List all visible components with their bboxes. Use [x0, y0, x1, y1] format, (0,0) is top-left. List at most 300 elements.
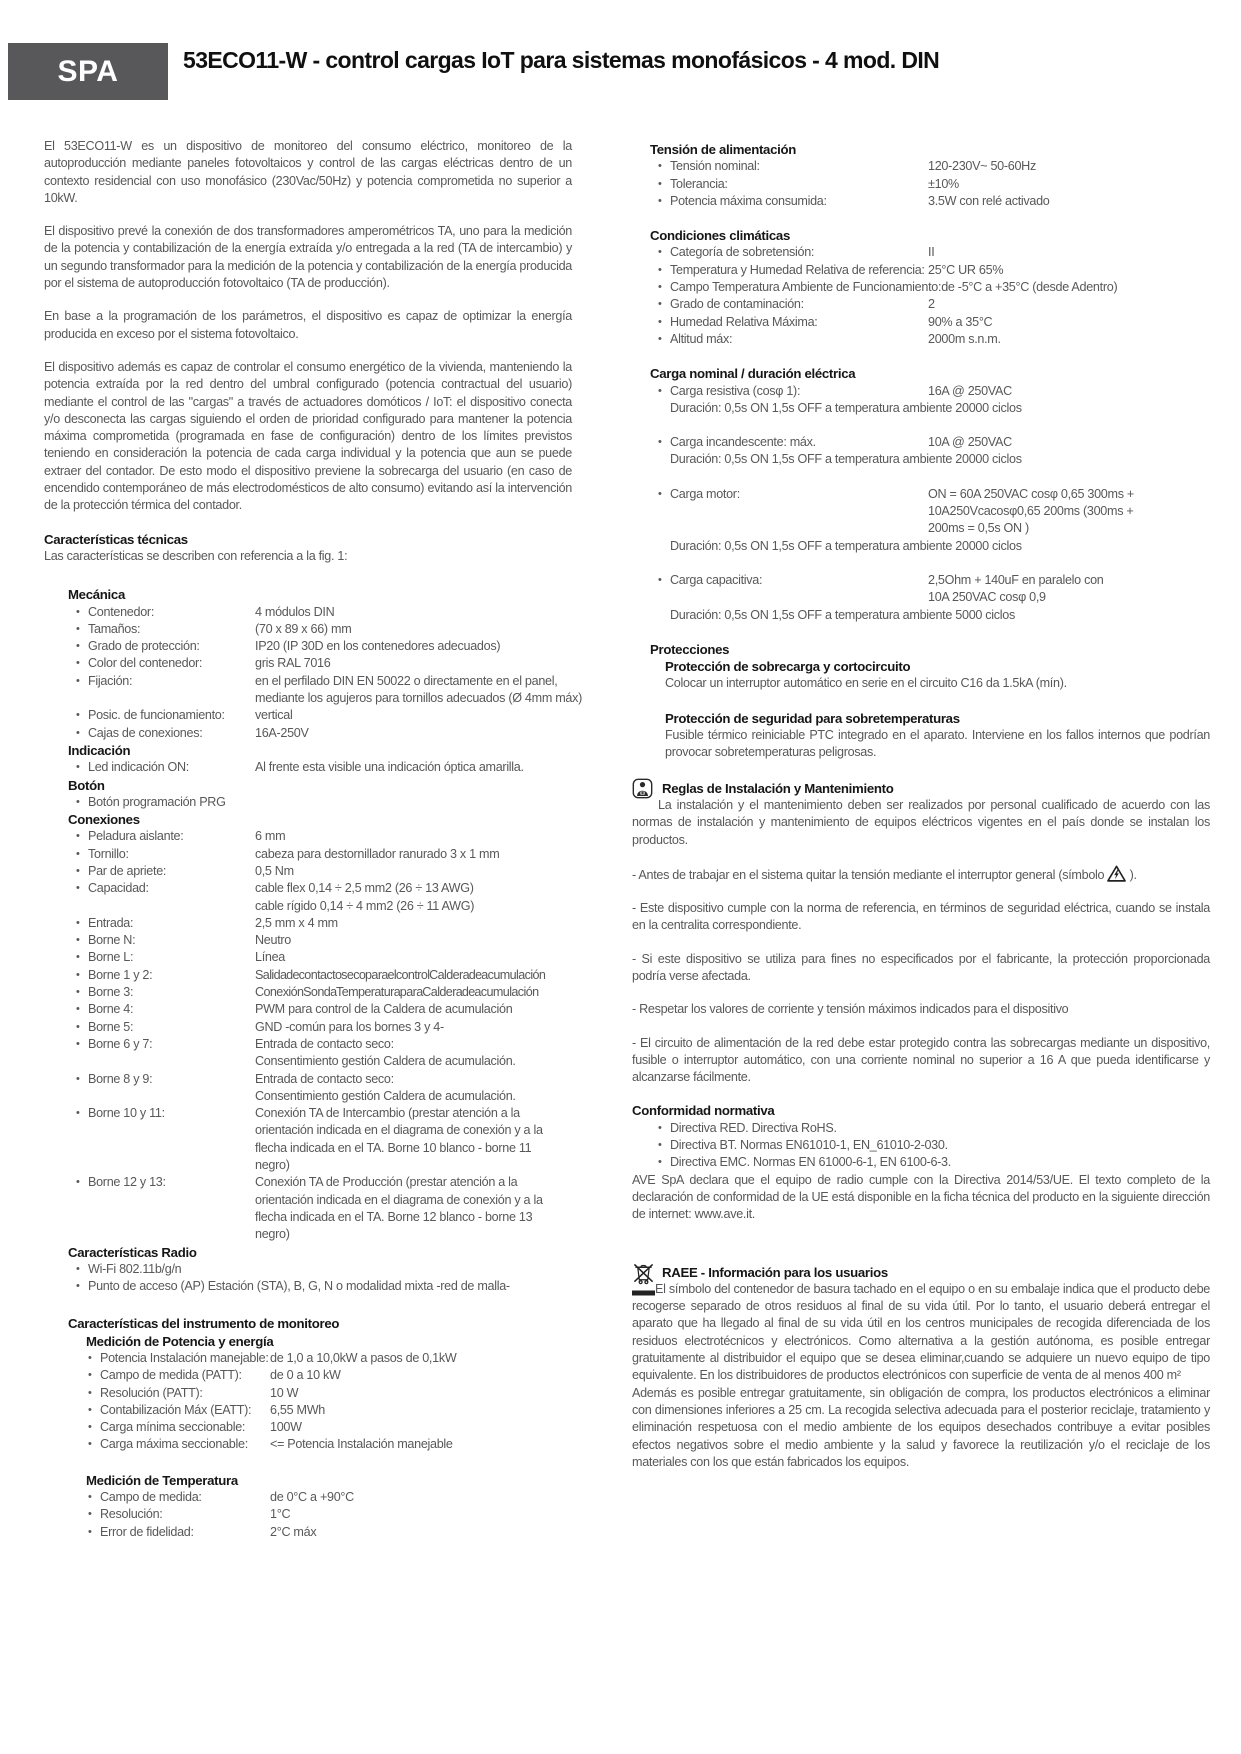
spacer — [44, 565, 572, 586]
spec-value — [255, 846, 572, 863]
bullet-icon: • — [76, 1072, 80, 1085]
spec-label: Peladura aislante: — [88, 829, 184, 844]
paragraph — [665, 675, 1210, 692]
spec-row — [76, 1105, 572, 1174]
spec-value — [255, 967, 572, 984]
spec-row — [76, 863, 572, 880]
text-run: Colocar un interruptor automático en serie en el circuito C16 da 1.5kA (mín). — [665, 676, 1067, 691]
spec-value — [270, 1436, 572, 1453]
spec-value-line: <= Potencia Instalación manejable — [270, 1437, 453, 1452]
spec-label: Contenedor: — [88, 604, 155, 619]
bullet-icon: • — [88, 1491, 92, 1504]
subsection-heading: Medición de Temperatura — [86, 1472, 238, 1488]
spec-value — [270, 1506, 572, 1523]
paragraph — [665, 727, 1210, 762]
spec-label: Par de apriete: — [88, 863, 167, 878]
spec-label: Carga motor: — [670, 486, 740, 501]
paragraph — [44, 138, 572, 207]
spec-row — [88, 1385, 572, 1402]
spec-value-line: 0,5 Nm — [255, 863, 294, 878]
spec-value-line: 2°C máx — [270, 1524, 317, 1539]
spec-value-line: Conexión TA de Producción (prestar atención a la — [255, 1175, 518, 1190]
spec-value — [255, 1105, 572, 1174]
spec-value — [928, 331, 1210, 348]
spec-value — [255, 1019, 572, 1036]
spec-value-line: flecha indicada en el TA. Borne 10 blanco - borne 11 — [255, 1140, 532, 1155]
spec-value — [255, 759, 572, 776]
spec-row — [88, 1489, 572, 1506]
spec-value-line: de 0 a 10 kW — [270, 1368, 341, 1383]
spec-value-line: cable flex 0,14 ÷ 2,5 mm2 (26 ÷ 13 AWG) — [255, 881, 474, 896]
spec-list — [44, 604, 582, 742]
text-run: En base a la programación de los parámetros, el dispositivo es capaz de optimizar la energía producida en exceso por el sistema fotovoltaico. — [44, 309, 572, 341]
language-tag: SPA — [8, 43, 168, 100]
spec-value-line: Al frente esta visible una indicación óptica amarilla. — [255, 760, 524, 775]
spec-value-line: flecha indicada en el TA. Borne 12 blanco - borne 13 — [255, 1209, 533, 1224]
spec-list — [44, 1350, 572, 1454]
icon-section-heading — [632, 1264, 1210, 1281]
spec-row — [76, 1019, 572, 1036]
bullet-icon: • — [658, 1139, 662, 1152]
spec-row — [76, 1174, 572, 1243]
paragraph — [632, 865, 1210, 884]
bullet-icon: • — [88, 1438, 92, 1451]
bullet-icon: • — [76, 1262, 80, 1275]
spec-value-line: 2,5Ohm + 140uF en paralelo con — [928, 572, 1104, 587]
spec-value-line: 6 mm — [255, 829, 286, 844]
section-heading: Carga nominal / duración eléctrica — [650, 366, 856, 382]
spacer — [632, 210, 1210, 227]
spec-row — [76, 828, 572, 845]
bullet-icon: • — [658, 332, 662, 345]
bullet-icon: • — [658, 246, 662, 259]
spec-label: Resolución (PATT): — [100, 1385, 203, 1400]
text-run: Directiva EMC. Normas EN 61000-6-1, EN 6100-6-3. — [670, 1155, 951, 1170]
spec-list — [632, 244, 1210, 348]
spec-label: Grado de protección: — [88, 639, 200, 654]
bullet-icon: • — [76, 795, 80, 808]
spec-value-line: cable rígido 0,14 ÷ 4 mm2 (26 ÷ 11 AWG) — [255, 898, 475, 913]
subsection-heading: Protección de seguridad para sobretemperaturas — [665, 710, 960, 726]
spec-value — [255, 621, 572, 638]
spec-label: Tornillo: — [88, 846, 129, 861]
spec-row — [658, 193, 1210, 210]
spec-label: Error de fidelidad: — [100, 1524, 194, 1539]
spec-label: Borne L: — [88, 950, 134, 965]
warning-triangle-icon — [1107, 868, 1126, 882]
spacer — [44, 1295, 572, 1315]
spec-label: Borne 1 y 2: — [88, 967, 153, 982]
bullet-list — [632, 1120, 1210, 1172]
spacer — [632, 624, 1210, 641]
spec-label: Grado de contaminación: — [670, 297, 804, 312]
spec-row — [658, 572, 1210, 607]
spec-list — [44, 794, 572, 811]
spec-list — [44, 828, 572, 1243]
spec-row — [658, 244, 1210, 261]
section-heading: Características técnicas — [44, 531, 188, 547]
spec-row — [76, 984, 572, 1001]
text-run: El dispositivo además es capaz de controlar el consumo energético de la vivienda, manteniendo la potencia extraída por la red dentro del umbral configurado (potencia contractual del usuario) mediante el control de las "cargas" a través de actuadores domóticos / IoT: el dispositivo conecta y/o desconecta las cargas siguiendo el orden de prioridad configurado para mantener la potencia máxima comprometida (programada en fase de configuración) dentro de los límites previstos teniendo en consideración la potencia de cada carga individual y la potencia que aun se puede extraer del contador. De esto modo el dispositivo previene la sobrecarga del usuario (en caso de encendido contemporáneo de más electrodomésticos de alto consumo) evitando así la intervención de la protección térmica del contador. — [44, 359, 572, 513]
spec-value-line: 90% a 35°C — [928, 314, 993, 329]
spec-value-line: Neutro — [255, 933, 291, 948]
spacer — [658, 417, 1210, 434]
spec-value — [928, 486, 1210, 538]
spec-value-line: Entrada de contacto seco: — [255, 1036, 394, 1051]
spec-row — [76, 725, 572, 742]
spec-value-line: 3.5W con relé activado — [928, 193, 1050, 208]
spec-label: Capacidad: — [88, 881, 149, 896]
paragraph — [44, 223, 572, 292]
spec-value — [255, 1071, 572, 1106]
spec-row — [658, 279, 1210, 296]
spec-value-line: de -5°C a +35°C (desde Adentro) — [941, 280, 1118, 295]
section-heading: Tensión de alimentación — [650, 142, 797, 157]
spec-value — [255, 915, 572, 932]
spec-value-line: 100W — [270, 1420, 302, 1435]
spec-label: Potencia Instalación manejable: — [100, 1351, 269, 1365]
spec-label: Carga mínima seccionable: — [100, 1420, 246, 1435]
spec-value-line: Conexión Sonda Temperatura para Caldera de acumulación — [255, 985, 539, 1000]
spec-label: Temperatura y Humedad Relativa de referencia: — [670, 262, 925, 277]
text-run: El dispositivo prevé la conexión de dos transformadores amperométricos TA, uno para la medición de la potencia y contabilización de la energía extraída y/o entregada a la red (TA de intercambio) y un segundo transformador para la medición de la potencia y contabilización de la energía producida por el sistema de autoproducción fotovoltaico (TA de producción). — [44, 224, 572, 291]
bullet-icon: • — [88, 1386, 92, 1399]
spec-row — [76, 707, 572, 724]
spec-label: Categoría de sobretensión: — [670, 245, 815, 260]
bullet-icon: • — [76, 847, 80, 860]
left-column — [44, 138, 582, 1541]
spec-row — [76, 915, 572, 932]
spec-value-line: 4 módulos DIN — [255, 604, 335, 619]
spec-value — [255, 949, 572, 966]
spec-value-line: 2000m s.n.m. — [928, 331, 1001, 346]
text-run: Además es posible entregar gratuitamente, sin obligación de compra, los productos electrónicos a eliminar con dimensiones inferiores a 25 cm. La recogida selectiva adecuada para el posterior reciclaje, tratamiento y eliminación respetuosa con el medio ambiente de los equipos desechados contribuye a evitar posibles efectos negativos sobre el medio ambiente y la salud y favorece la reutilización y/o el reciclaje de los materiales con los que están fabricados los equipos. — [632, 1385, 1210, 1469]
spacer — [44, 1454, 572, 1472]
paragraph — [632, 1035, 1210, 1087]
paragraph — [44, 359, 572, 515]
spec-value-line: Consentimiento gestión Caldera de acumulación. — [255, 1088, 516, 1103]
spacer — [632, 1224, 1210, 1264]
spec-note: Duración: 0,5s ON 1,5s OFF a temperatura ambiente 5000 ciclos — [670, 607, 1015, 622]
spec-value-line: en el perfilado DIN EN 50022 o directamente en el panel, — [255, 673, 558, 688]
bullet-icon: • — [76, 968, 80, 981]
text-run: Punto de acceso (AP) Estación (STA), B, G, N o modalidad mixta -red de malla- — [88, 1279, 510, 1294]
bullet-icon: • — [76, 882, 80, 895]
spec-label: Campo de medida (PATT): — [100, 1368, 242, 1383]
text-run: RAEE - Información para los usuarios — [662, 1264, 888, 1280]
spacer — [632, 348, 1210, 365]
paragraph — [44, 548, 572, 565]
spec-row — [76, 655, 572, 672]
bullet-icon: • — [76, 640, 80, 653]
page-title: 53ECO11-W - control cargas IoT para sistemas monofásicos - 4 mod. DIN — [183, 47, 940, 73]
spec-value-line: Línea — [255, 950, 286, 965]
spec-label: Borne 3: — [88, 985, 134, 1000]
text-run: Reglas de Instalación y Mantenimiento — [662, 780, 894, 796]
text-run: Wi-Fi 802.11b/g/n — [88, 1261, 182, 1276]
spec-row — [658, 486, 1210, 538]
spec-value — [941, 279, 1210, 296]
bullet-icon: • — [76, 726, 80, 739]
section-heading: Conformidad normativa — [632, 1103, 775, 1119]
spec-value — [928, 193, 1210, 210]
spec-row — [658, 158, 1210, 175]
weee-bin-icon — [632, 1262, 655, 1290]
spec-label: Contabilización Máx (EATT): — [100, 1402, 252, 1417]
bullet-icon: • — [76, 1037, 80, 1050]
spec-value-line: GND -común para los bornes 3 y 4- — [255, 1019, 444, 1034]
spec-value-line: Conexión TA de Intercambio (prestar atención a la — [255, 1106, 520, 1121]
spec-note: Duración: 0,5s ON 1,5s OFF a temperatura ambiente 20000 ciclos — [670, 452, 1022, 467]
spec-row — [658, 176, 1210, 193]
subsection-heading: Medición de Potencia y energía — [86, 1333, 274, 1349]
spec-value — [270, 1419, 572, 1436]
spec-note: Duración: 0,5s ON 1,5s OFF a temperatura ambiente 20000 ciclos — [670, 538, 1022, 553]
bullet-icon: • — [88, 1421, 92, 1434]
spec-value-line: negro) — [255, 1227, 290, 1242]
bullet-icon: • — [658, 263, 662, 276]
spacer — [632, 762, 1210, 780]
spec-value-line: negro) — [255, 1158, 290, 1173]
spec-value — [255, 863, 572, 880]
spec-label: Color del contenedor: — [88, 656, 203, 671]
spec-label: Altitud máx: — [670, 331, 733, 346]
spec-value-line: cabeza para destornillador ranurado 3 x 1 mm — [255, 846, 500, 861]
spec-row — [88, 1367, 572, 1384]
spec-value — [928, 296, 1210, 313]
spec-value-line: 120-230V~ 50-60Hz — [928, 159, 1036, 174]
bullet-icon: • — [658, 315, 662, 328]
spec-value-line: 200ms = 0,5s ON ) — [928, 521, 1029, 536]
spec-value-line: IP20 (IP 30D en los contenedores adecuados) — [255, 639, 501, 654]
spec-value — [255, 673, 582, 708]
spec-value-line: PWM para control de la Caldera de acumulación — [255, 1002, 513, 1017]
text-run: Directiva RED. Directiva RoHS. — [670, 1120, 837, 1135]
list-item — [658, 1154, 1210, 1171]
paragraph — [632, 951, 1210, 986]
spec-label: Borne 4: — [88, 1002, 134, 1017]
spec-row — [76, 949, 572, 966]
paragraph — [44, 308, 572, 343]
section-heading: Protecciones — [650, 641, 730, 657]
list-item — [658, 1137, 1210, 1154]
spec-value — [255, 638, 572, 655]
text-run: Las características se describen con referencia a la fig. 1: — [44, 548, 348, 563]
spec-label: Campo Temperatura Ambiente de Funcionamiento: — [670, 280, 942, 295]
spec-label: Tolerancia: — [670, 176, 728, 191]
spec-value-line: mediante los agujeros para tornillos adecuados (Ø 4mm máx) — [255, 691, 582, 706]
spec-row — [76, 932, 572, 949]
subsection-heading: Indicación — [68, 742, 131, 758]
spec-value — [255, 828, 572, 845]
spec-label: Borne 8 y 9: — [88, 1071, 153, 1086]
bullet-icon: • — [88, 1508, 92, 1521]
text-run: - Antes de trabajar en el sistema quitar la tensión mediante el interruptor general (símbolo — [632, 867, 1108, 882]
spec-value — [255, 604, 572, 621]
spec-value-line: 10A250Vcacosφ0,65 200ms (300ms + — [928, 504, 1134, 519]
spec-label: Tensión nominal: — [670, 159, 760, 174]
subsection-heading: Mecánica — [68, 587, 125, 603]
spec-value-line: 2,5 mm x 4 mm — [255, 915, 338, 930]
spec-value-line: II — [928, 245, 935, 260]
spec-row — [76, 880, 572, 915]
spec-value-line: 16A-250V — [255, 725, 309, 740]
spec-value — [928, 262, 1210, 279]
spec-value — [255, 655, 572, 672]
text-run: - Este dispositivo cumple con la norma de referencia, en términos de seguridad eléctrica, cuando se instala en la centralita correspondiente. — [632, 901, 1210, 933]
spec-row — [76, 1036, 572, 1071]
bullet-icon: • — [76, 605, 80, 618]
spec-label: Humedad Relativa Máxima: — [670, 314, 818, 329]
bullet-icon: • — [658, 1121, 662, 1134]
subsection-heading: Características Radio — [68, 1244, 197, 1260]
spec-value — [270, 1489, 572, 1506]
spec-label: Carga resistiva (cosφ 1): — [670, 383, 801, 398]
spec-label: Tamaños: — [88, 621, 141, 636]
spec-list — [632, 383, 1210, 624]
spec-row — [88, 1436, 572, 1453]
spec-row — [76, 673, 582, 708]
bullet-icon: • — [88, 1525, 92, 1538]
spec-value — [255, 707, 572, 724]
spec-value — [255, 725, 572, 742]
spec-list — [44, 759, 572, 776]
spec-value-line: ±10% — [928, 176, 959, 191]
spec-row — [76, 604, 572, 621]
paragraph — [632, 1385, 1210, 1471]
spec-value — [255, 932, 572, 949]
spacer — [632, 693, 1210, 710]
text-run: - Si este dispositivo se utiliza para fines no especificados por el fabricante, la protección proporcionada podría verse afectada. — [632, 951, 1210, 983]
bullet-icon: • — [88, 1369, 92, 1382]
text-run: El 53ECO11-W es un dispositivo de monitoreo del consumo eléctrico, monitoreo de la autoproducción mediante paneles fotovoltaicos y control de las cargas eléctricas dentro de un contexto residencial con uso monofásico (230Vac/50Hz) y potencia comprometida no superior a 10kW. — [44, 139, 572, 205]
text-run: - El circuito de alimentación de la red debe estar protegido contra las sobrecargas mediante un dispositivo, fusible o interruptor automático, con una corriente nominal no superior a 16 A que pueda identificarse y alcanzarse fácilmente. — [632, 1035, 1210, 1085]
spec-list — [44, 1489, 572, 1541]
bullet-icon: • — [76, 709, 80, 722]
text-run: Directiva BT. Normas EN61010-1, EN_61010-2-030. — [670, 1138, 948, 1153]
bullet-icon: • — [76, 1176, 80, 1189]
spec-label: Borne 10 y 11: — [88, 1106, 165, 1121]
spec-value-line: 25°C UR 65% — [928, 262, 1004, 277]
spec-value — [928, 434, 1210, 451]
spec-row — [88, 1350, 572, 1367]
spec-row — [658, 262, 1210, 279]
spec-value-line: de 1,0 a 10,0kW a pasos de 0,1kW — [270, 1351, 457, 1365]
bullet-list — [44, 1261, 572, 1296]
spec-value-line: 2 — [928, 297, 935, 312]
spec-label: Carga incandescente: máx. — [670, 435, 816, 450]
spec-value-line: Salida de contacto seco para el control Caldera de acumulación — [255, 967, 546, 982]
bullet-icon: • — [76, 1020, 80, 1033]
text-run: La instalación y el mantenimiento deben ser realizados por personal cualificado de acuerdo con las normas de instalación y mantenimiento de equipos eléctricos vigentes en el país donde se instalan los productos. — [632, 797, 1210, 847]
spec-value-line: 10A @ 250VAC — [928, 435, 1012, 450]
text-run: - Respetar los valores de corriente y tensión máximos indicados para el dispositivo — [632, 1002, 1069, 1017]
bullet-icon: • — [76, 1107, 80, 1120]
bullet-icon: • — [658, 487, 662, 500]
subsection-heading: Características del instrumento de monitoreo — [68, 1316, 340, 1332]
bullet-icon: • — [76, 916, 80, 929]
spec-value — [928, 383, 1210, 400]
spec-value-line: (70 x 89 x 66) mm — [255, 621, 352, 636]
spacer — [658, 469, 1210, 486]
spec-label: Carga capacitiva: — [670, 572, 763, 587]
bullet-icon: • — [76, 674, 80, 687]
bullet-icon: • — [88, 1403, 92, 1416]
spec-row — [76, 621, 572, 638]
spec-label: Campo de medida: — [100, 1490, 202, 1505]
spec-value-line: 1°C — [270, 1507, 291, 1522]
bullet-icon: • — [658, 194, 662, 207]
right-column — [632, 141, 1210, 1487]
spec-value — [270, 1385, 572, 1402]
spec-value-line: ON = 60A 250VAC cosφ 0,65 300ms + — [928, 486, 1134, 501]
text-run: Fusible térmico reiniciable PTC integrado en el aparato. Interviene en los fallos internos que podrían provocar sobretemperaturas peligrosas. — [665, 728, 1210, 760]
subsection-heading: Botón — [68, 777, 105, 793]
spec-label: Borne 5: — [88, 1019, 134, 1034]
spec-value-line: 6,55 MWh — [270, 1402, 325, 1417]
spec-label: Borne 12 y 13: — [88, 1175, 166, 1190]
spec-value — [928, 244, 1210, 261]
spec-value — [270, 1350, 572, 1367]
spec-row — [658, 331, 1210, 348]
spacer — [658, 555, 1210, 572]
spec-value — [928, 314, 1210, 331]
spec-row — [658, 314, 1210, 331]
spec-row — [88, 1419, 572, 1436]
spec-row — [76, 638, 572, 655]
spec-list — [632, 158, 1210, 210]
paragraph — [632, 1172, 1210, 1224]
spec-value — [270, 1367, 572, 1384]
icon-section-heading — [632, 780, 1210, 797]
bullet-icon: • — [76, 986, 80, 999]
bullet-icon: • — [76, 830, 80, 843]
spec-row — [658, 434, 1210, 451]
bullet-icon: • — [76, 1280, 80, 1293]
bullet-icon: • — [658, 281, 662, 294]
spec-row — [76, 967, 572, 984]
spec-value — [928, 158, 1210, 175]
bullet-icon: • — [658, 298, 662, 311]
subsection-heading: Conexiones — [68, 812, 140, 828]
spec-value-line: 10 W — [270, 1385, 299, 1400]
spec-row — [88, 1524, 572, 1541]
bullet-icon: • — [76, 934, 80, 947]
bullet-icon: • — [88, 1352, 92, 1364]
spec-label: Fijación: — [88, 673, 133, 688]
spec-label: Botón programación PRG — [88, 794, 226, 809]
spec-label: Led indicación ON: — [88, 760, 190, 775]
spec-value-line: orientación indicada en el diagrama de conexión y a la — [255, 1123, 543, 1138]
spec-label: Posic. de funcionamiento: — [88, 708, 225, 723]
spec-label: Borne N: — [88, 933, 136, 948]
bullet-icon: • — [76, 657, 80, 670]
bullet-icon: • — [658, 436, 662, 449]
spec-row — [76, 1001, 572, 1018]
spec-value — [255, 984, 572, 1001]
spec-note: Duración: 0,5s ON 1,5s OFF a temperatura ambiente 20000 ciclos — [670, 400, 1022, 415]
list-item — [76, 1261, 572, 1278]
spec-value-line: gris RAL 7016 — [255, 656, 331, 671]
spec-row — [76, 759, 572, 776]
paragraph — [632, 1001, 1210, 1018]
spec-value — [928, 572, 1210, 607]
spec-value — [270, 1524, 572, 1541]
spec-value-line: Consentimiento gestión Caldera de acumulación. — [255, 1054, 516, 1069]
text-run: ). — [1126, 867, 1137, 882]
spec-value — [255, 1036, 572, 1071]
spec-value-line: Entrada de contacto seco: — [255, 1071, 394, 1086]
